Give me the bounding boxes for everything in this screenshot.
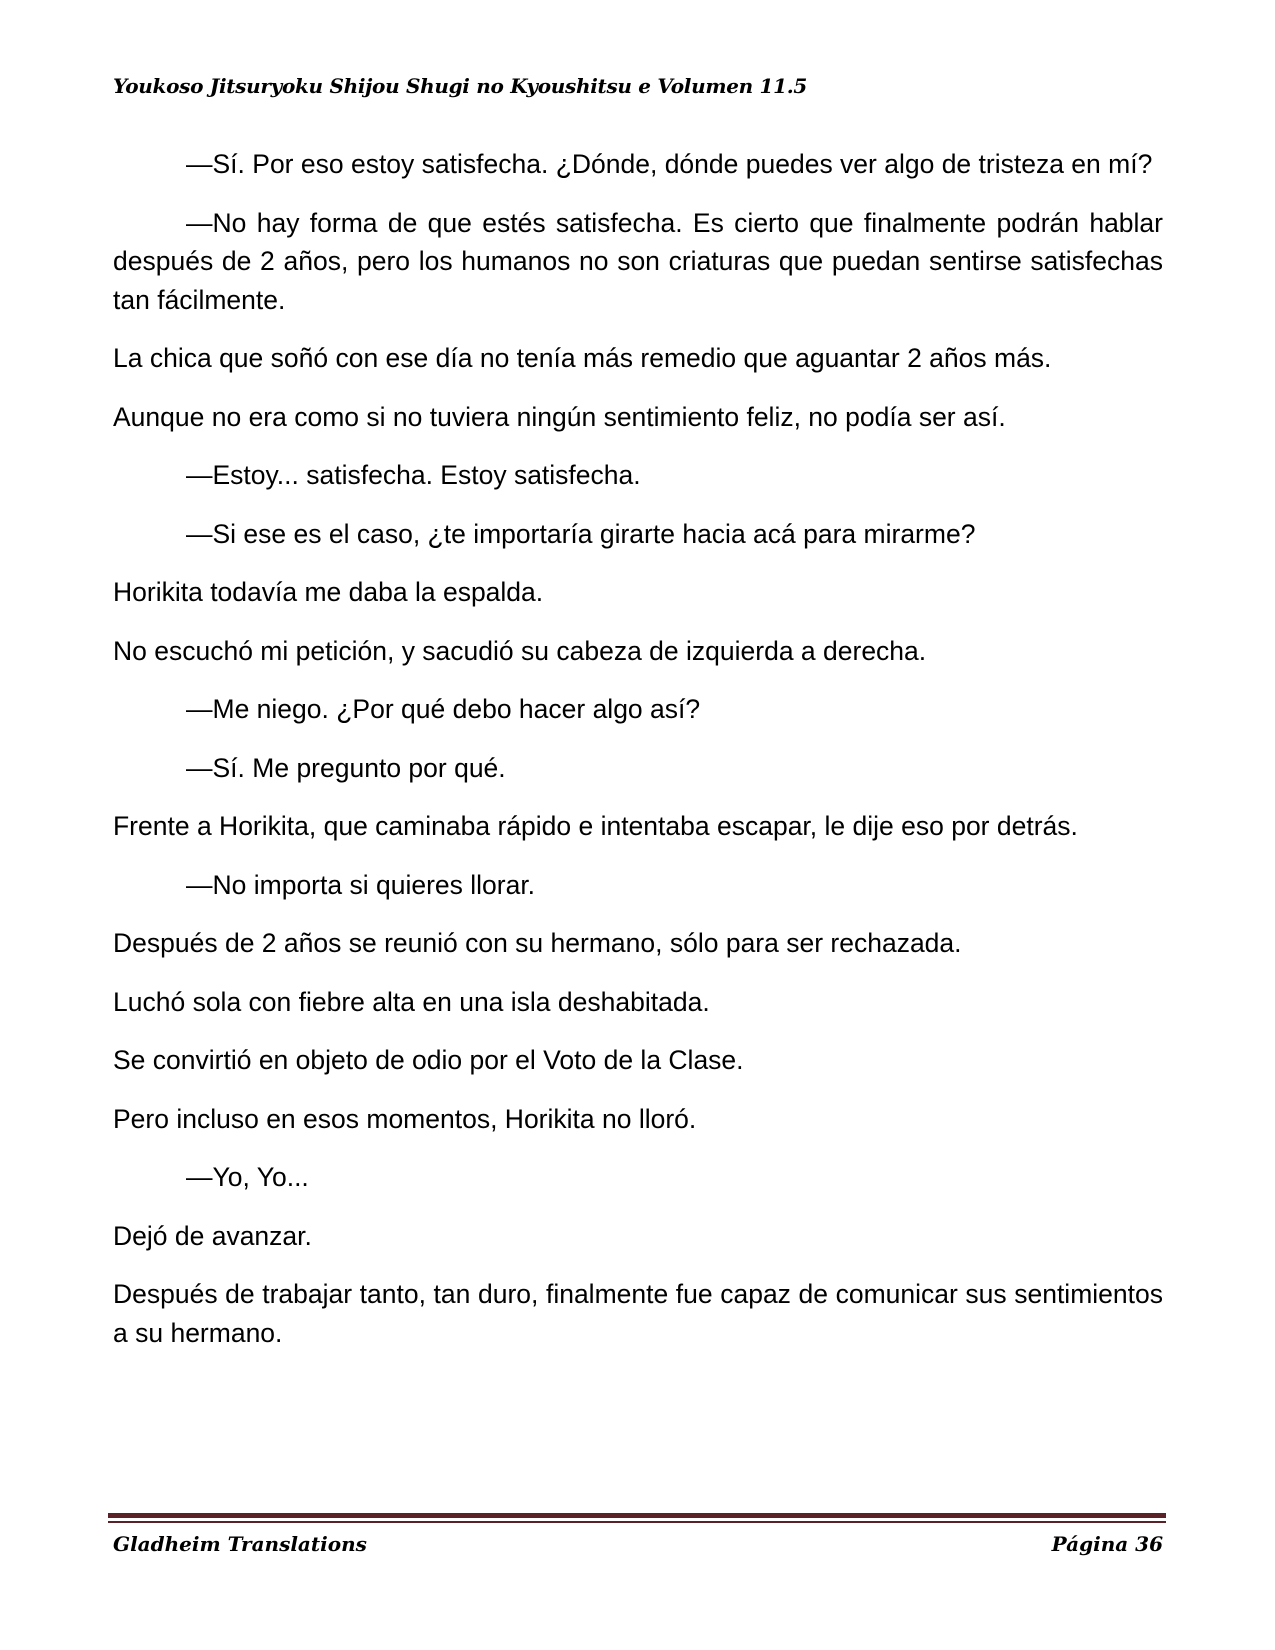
paragraph-narration: La chica que soñó con ese día no tenía más remedio que aguantar 2 años más.	[113, 343, 1052, 373]
paragraph-narration: Después de trabajar tanto, tan duro, finalmente fue capaz de comunicar sus sentimientos a su hermano.	[113, 1279, 1163, 1348]
paragraph-narration: Se convirtió en objeto de odio por el Voto de la Clase.	[113, 1045, 744, 1075]
body-text	[113, 145, 1163, 1372]
paragraph-narration: Después de 2 años se reunió con su hermano, sólo para ser rechazada.	[113, 928, 962, 958]
paragraph-narration: Luchó sola con fiebre alta en una isla deshabitada.	[113, 986, 710, 1017]
paragraph-dialog: —Sí. Por eso estoy satisfecha. ¿Dónde, dónde puedes ver algo de tristeza en mí?	[186, 149, 1153, 179]
paragraph-dialog: —Me niego. ¿Por qué debo hacer algo así?	[186, 694, 701, 724]
paragraph-narration: Aunque no era como si no tuviera ningún sentimiento feliz, no podía ser así.	[113, 401, 1006, 432]
footer-translator-credit: Gladheim Translations	[113, 1532, 367, 1556]
paragraph-dialog: —Estoy... satisfecha. Estoy satisfecha.	[186, 460, 641, 490]
paragraph-narration: Pero incluso en esos momentos, Horikita no lloró.	[113, 1103, 697, 1134]
paragraph-narration: Horikita todavía me daba la espalda.	[113, 577, 544, 607]
footer-divider-thick	[108, 1513, 1166, 1518]
footer-page-number: Página 36	[1051, 1532, 1163, 1556]
page-header-title: Youkoso Jitsuryoku Shijou Shugi no Kyoushitsu e Volumen 11.5	[113, 74, 808, 98]
paragraph-narration: No escuchó mi petición, y sacudió su cabeza de izquierda a derecha.	[113, 635, 927, 666]
paragraph-dialog: —No hay forma de que estés satisfecha. Es cierto que finalmente podrán hablar después de 2 años, pero los humanos no son criaturas que puedan sentirse satisfechas tan fácilmente.	[113, 207, 1163, 315]
paragraph-dialog: —Sí. Me pregunto por qué.	[186, 752, 506, 783]
paragraph-dialog: —Yo, Yo...	[186, 1162, 309, 1192]
paragraph-narration: Frente a Horikita, que caminaba rápido e intentaba escapar, le dije eso por detrás.	[113, 811, 1078, 841]
paragraph-dialog: —No importa si quieres llorar.	[186, 869, 536, 900]
footer-divider-thin	[108, 1521, 1166, 1523]
paragraph-dialog: —Si ese es el caso, ¿te importaría girarte hacia acá para mirarme?	[186, 518, 976, 549]
paragraph-narration: Dejó de avanzar.	[113, 1220, 312, 1251]
